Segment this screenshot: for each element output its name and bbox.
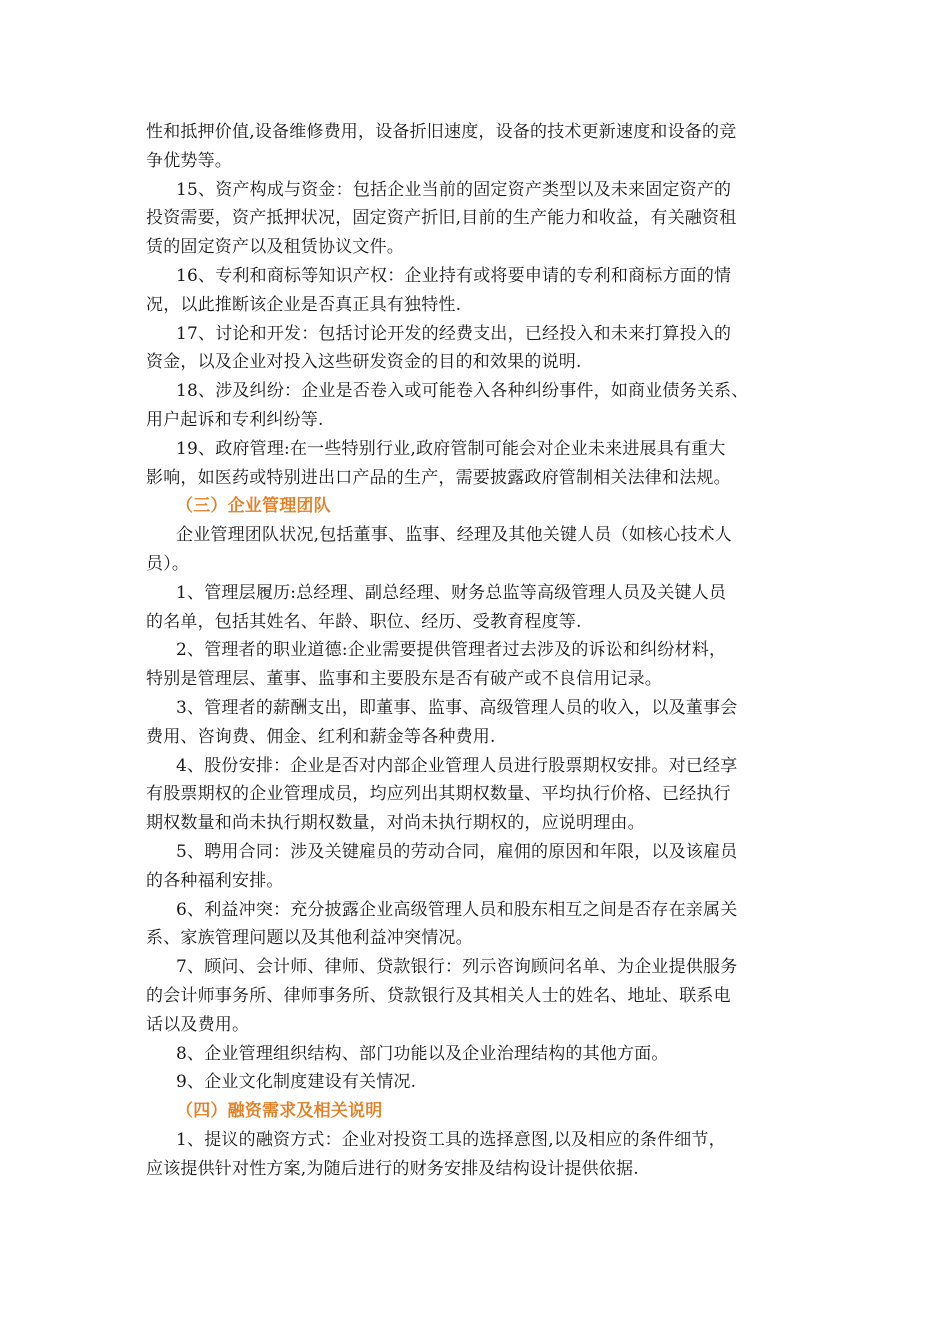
paragraph-line: 费用、咨询费、佣金、红利和薪金等各种费用. xyxy=(146,726,496,747)
item-2-line: 2、管理者的职业道德:企业需要提供管理者过去涉及的诉讼和纠纷材料， xyxy=(176,640,727,661)
item-7-line: 7、顾问、会计师、律师、贷款银行：列示咨询顾问名单、为企业提供服务 xyxy=(176,957,738,978)
paragraph-line: 系、家族管理问题以及其他利益冲突情况。 xyxy=(146,928,473,949)
paragraph-line: 用户起诉和专利纠纷等. xyxy=(146,409,324,430)
section-heading-financing-needs: （四）融资需求及相关说明 xyxy=(176,1101,383,1122)
paragraph-line: 投资需要，资产抵押状况，固定资产折旧,目前的生产能力和收益，有关融资租 xyxy=(146,208,737,229)
paragraph-line: 争优势等。 xyxy=(146,150,232,171)
paragraph-line: 有股票期权的企业管理成员，均应列出其期权数量、平均执行价格、已经执行 xyxy=(146,784,731,805)
section-heading-management-team: （三）企业管理团队 xyxy=(176,496,331,517)
paragraph-line: 况，以此推断该企业是否真正具有独特性. xyxy=(146,294,462,315)
item-9-line: 9、企业文化制度建设有关情况. xyxy=(176,1072,417,1093)
item-18-line: 18、涉及纠纷：企业是否卷入或可能卷入各种纠纷事件，如商业债务关系、 xyxy=(176,381,749,402)
paragraph-line: 应该提供针对性方案,为随后进行的财务安排及结构设计提供依据. xyxy=(146,1158,639,1179)
paragraph-line: 影响，如医药或特别进出口产品的生产，需要披露政府管制相关法律和法规。 xyxy=(146,467,731,488)
paragraph-line: 员）。 xyxy=(146,553,190,574)
item-5-line: 5、聘用合同：涉及关键雇员的劳动合同，雇佣的原因和年限，以及该雇员 xyxy=(176,841,738,862)
item-17-line: 17、讨论和开发：包括讨论开发的经费支出，已经投入和未来打算投入的 xyxy=(176,323,732,344)
item-1-financing-line: 1、提议的融资方式：企业对投资工具的选择意图,以及相应的条件细节， xyxy=(176,1129,726,1150)
item-4-line: 4、股份安排：企业是否对内部企业管理人员进行股票期权安排。对已经享 xyxy=(176,755,738,776)
item-16-line: 16、专利和商标等知识产权：企业持有或将要申请的专利和商标方面的情 xyxy=(176,265,732,286)
paragraph-line: 资金，以及企业对投入这些研发资金的目的和效果的说明. xyxy=(146,352,582,373)
paragraph-line: 话以及费用。 xyxy=(146,1014,250,1035)
paragraph-line: 企业管理团队状况,包括董事、监事、经理及其他关键人员（如核心技术人 xyxy=(176,525,733,546)
paragraph-line: 赁的固定资产以及租赁协议文件。 xyxy=(146,237,404,258)
paragraph-line: 性和抵押价值,设备维修费用，设备折旧速度，设备的技术更新速度和设备的竞 xyxy=(146,122,737,142)
item-1-line: 1、管理层履历:总经理、副总经理、财务总监等高级管理人员及关键人员 xyxy=(176,582,727,603)
document-body xyxy=(146,118,810,1183)
item-19-line: 19、政府管理:在一些特别行业,政府管制可能会对企业未来进展具有重大 xyxy=(176,438,726,459)
paragraph-line: 特别是管理层、董事、监事和主要股东是否有破产或不良信用记录。 xyxy=(146,669,662,690)
paragraph-line: 的名单，包括其姓名、年龄、职位、经历、受教育程度等. xyxy=(146,611,582,632)
item-8-line: 8、企业管理组织结构、部门功能以及企业治理结构的其他方面。 xyxy=(176,1043,669,1064)
item-3-line: 3、管理者的薪酬支出，即董事、监事、高级管理人员的收入，以及董事会 xyxy=(176,697,738,718)
paragraph-line: 期权数量和尚未执行期权数量，对尚未执行期权的，应说明理由。 xyxy=(146,813,645,834)
item-15-line: 15、资产构成与资金：包括企业当前的固定资产类型以及未来固定资产的 xyxy=(176,179,732,200)
paragraph-line: 的会计师事务所、律师事务所、贷款银行及其相关人士的姓名、地址、联系电 xyxy=(146,985,731,1006)
paragraph-line: 的各种福利安排。 xyxy=(146,870,284,891)
item-6-line: 6、利益冲突：充分披露企业高级管理人员和股东相互之间是否存在亲属关 xyxy=(176,899,738,920)
